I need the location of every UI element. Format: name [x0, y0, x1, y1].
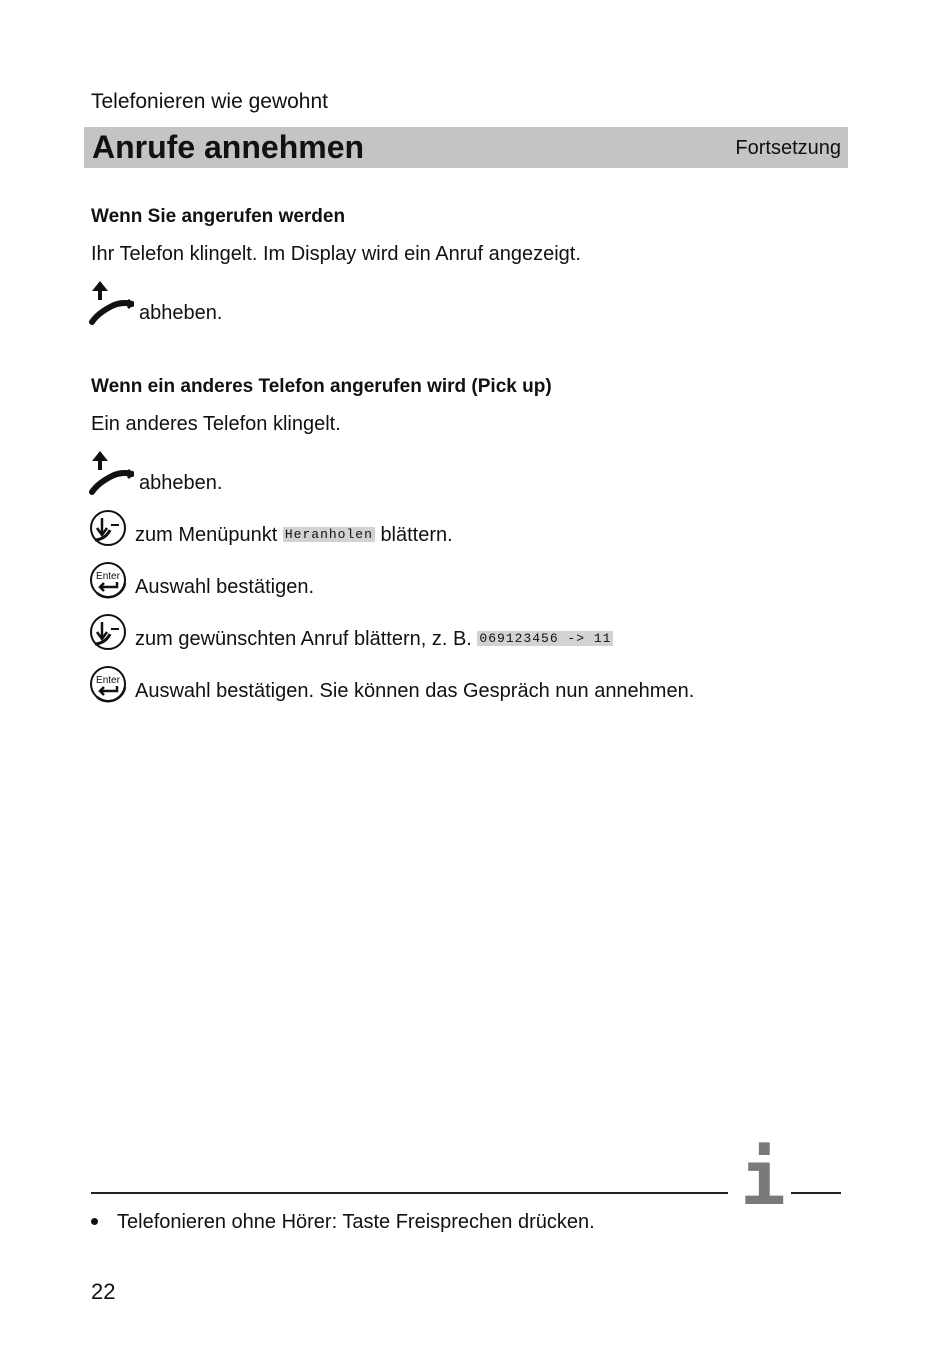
page-title: Anrufe annehmen — [92, 129, 365, 165]
info-icon: i — [740, 1133, 786, 1222]
step-text: Auswahl bestätigen. Sie können das Gespräch nun annehmen. — [135, 680, 695, 702]
step-text-before: zum gewünschten Anruf blättern, z. B. — [135, 628, 472, 650]
section-intro-pickup: Ein anderes Telefon klingelt. — [91, 413, 341, 435]
scroll-down-key-icon — [89, 613, 129, 658]
info-divider — [791, 1192, 841, 1194]
enter-key-label: Enter — [96, 675, 120, 686]
title-bar — [84, 127, 848, 168]
section-intro-called: Ihr Telefon klingelt. Im Display wird ein Anruf angezeigt. — [91, 243, 581, 265]
handset-lift-icon — [88, 278, 134, 331]
page-number: 22 — [91, 1279, 116, 1304]
step-text: abheben. — [139, 302, 223, 324]
info-divider — [91, 1192, 728, 1194]
bullet-dot — [91, 1218, 98, 1225]
handset-lift-icon — [88, 448, 134, 501]
scroll-down-key-icon — [89, 509, 129, 554]
enter-key-label: Enter — [96, 571, 120, 582]
step-text-before: zum Menüpunkt — [135, 524, 278, 546]
display-text: Heranholen — [284, 527, 373, 542]
info-bullet: Telefonieren ohne Hörer: Taste Freisprechen drücken. — [117, 1211, 595, 1233]
section-heading-pickup: Wenn ein anderes Telefon angerufen wird (Pick up) — [91, 376, 552, 397]
display-text: 069123456 -> 11 — [479, 631, 612, 646]
step-text — [135, 628, 613, 651]
step-text — [135, 524, 453, 547]
section-heading-called: Wenn Sie angerufen werden — [91, 206, 346, 227]
enter-key-icon — [89, 665, 129, 710]
continuation-label: Fortsetzung — [735, 137, 841, 159]
section-label: Telefonieren wie gewohnt — [91, 90, 328, 113]
step-text: Auswahl bestätigen. — [135, 576, 315, 598]
step-text: abheben. — [139, 472, 223, 494]
step-text-after: blättern. — [380, 524, 453, 546]
enter-key-icon — [89, 561, 129, 606]
